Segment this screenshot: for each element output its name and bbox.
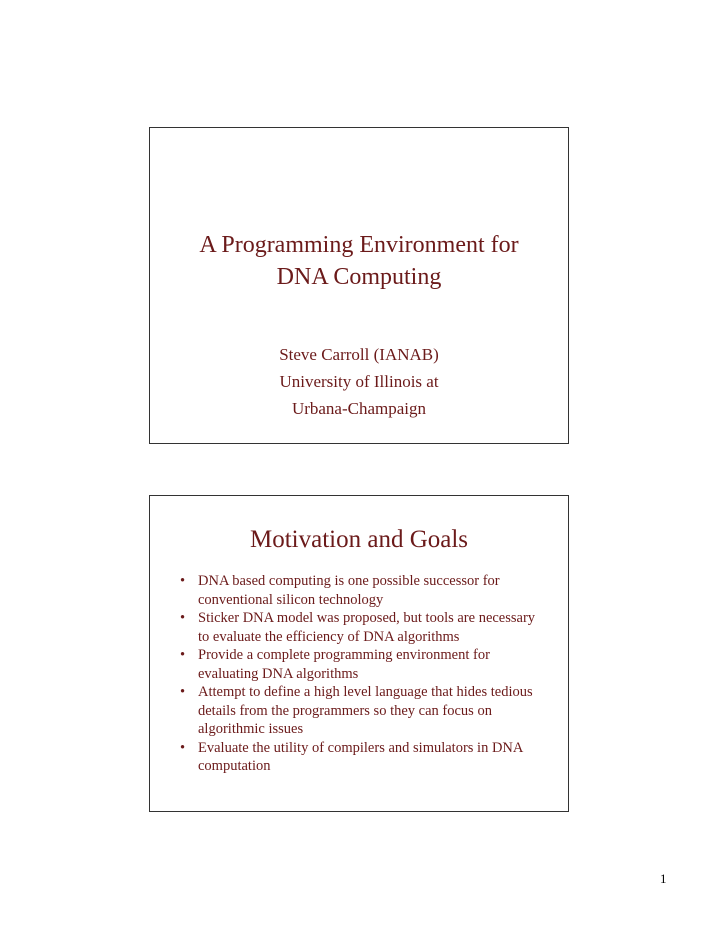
- slide-1: [149, 127, 569, 444]
- page-number: 1: [660, 871, 667, 886]
- bullet-item: [176, 646, 540, 683]
- bullet-text: Evaluate the utility of compilers and simulators in DNA computation: [198, 739, 523, 774]
- slide-1-title-line-2: DNA Computing: [276, 264, 442, 290]
- bullet-item: [176, 739, 540, 776]
- bullet-text: Provide a complete programming environment for evaluating DNA algorithms: [198, 647, 490, 682]
- slide-1-subtitle: [150, 341, 568, 422]
- bullet-icon: •: [180, 573, 186, 589]
- slide-1-title-line-1: A Programming Environment for: [199, 232, 519, 258]
- slide-2-title: Motivation and Goals: [249, 526, 469, 553]
- bullet-item: [176, 683, 540, 739]
- bullet-text: Sticker DNA model was proposed, but tools are necessary to evaluate the efficiency of DNA algorithms: [198, 610, 536, 645]
- bullet-list: [176, 572, 540, 776]
- bullet-text: Attempt to define a high level language that hides tedious details from the programmers so they can focus on algorithmic issues: [198, 684, 533, 737]
- bullet-text: DNA based computing is one possible successor for conventional silicon technology: [198, 573, 500, 608]
- slide-1-title: [150, 229, 568, 293]
- bullet-icon: •: [180, 610, 186, 626]
- slide-2: [149, 495, 569, 812]
- affiliation-line-1: University of Illinois at: [279, 372, 439, 391]
- bullet-icon: •: [180, 739, 186, 756]
- bullet-icon: •: [180, 684, 186, 700]
- affiliation-line-2: Urbana-Champaign: [291, 399, 427, 418]
- author-line: Steve Carroll (IANAB): [279, 345, 439, 364]
- bullet-icon: •: [180, 647, 186, 663]
- bullet-item: [176, 609, 540, 646]
- bullet-item: [176, 572, 540, 609]
